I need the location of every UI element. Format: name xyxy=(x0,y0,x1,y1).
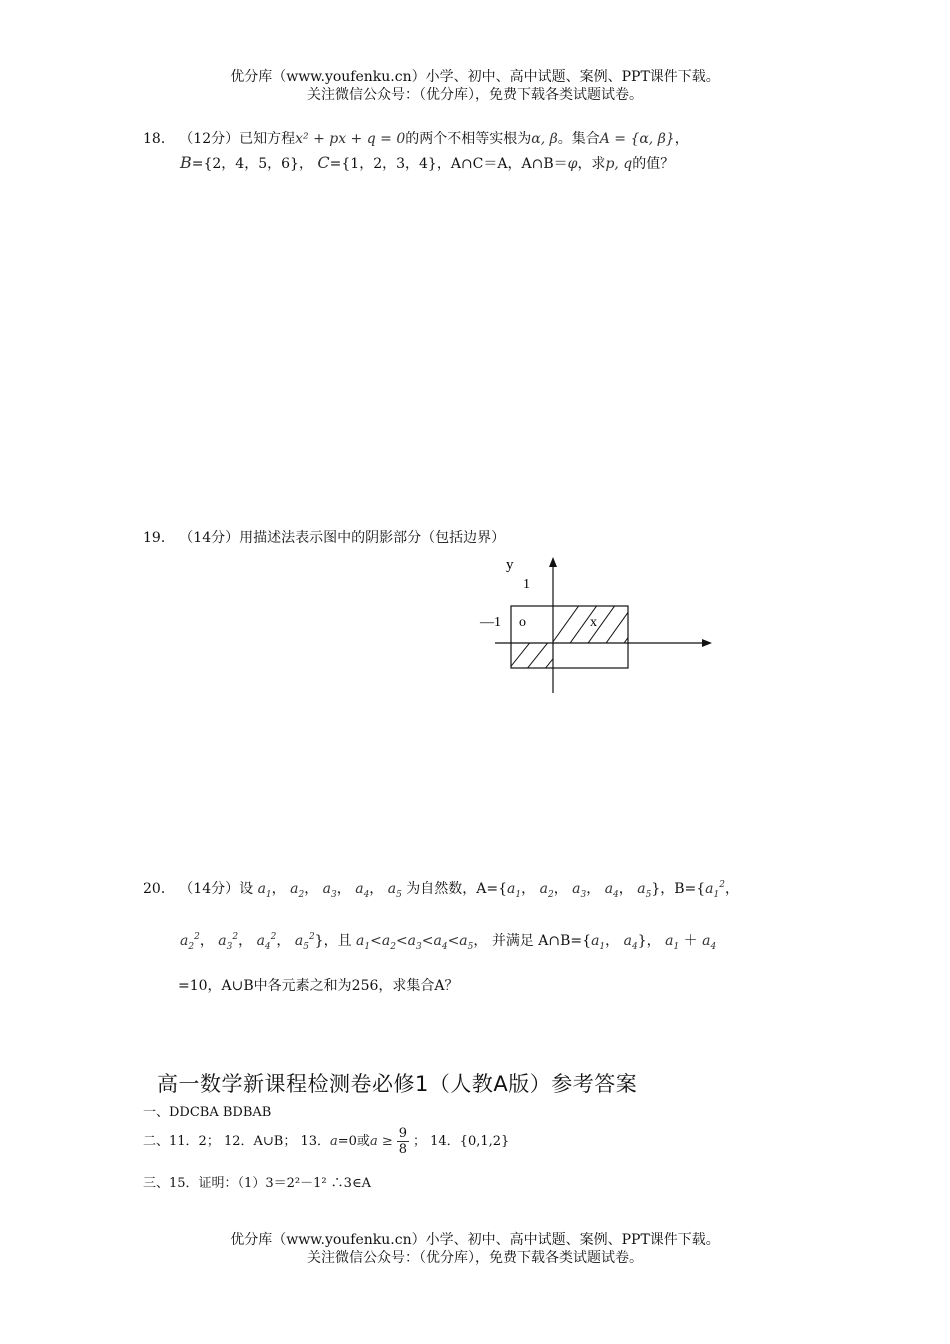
q20-text-b: 为自然数，A={ xyxy=(406,881,508,897)
header-line-2: 关注微信公众号：（优分库），免费下载各类试题试卷。 xyxy=(307,87,643,103)
q18-set-a: A = {α, β} xyxy=(599,131,675,147)
q20-text-a: 设 xyxy=(239,881,254,897)
q18-text-a: 已知方程 xyxy=(239,131,296,147)
answer-part-3: 三、15．证明：（1）3＝2²－1² ∴3∈A xyxy=(143,1176,371,1191)
q18-b-symbol: B xyxy=(180,153,192,172)
answer-part-2-var: a xyxy=(330,1134,338,1149)
y-axis-arrow xyxy=(549,557,557,567)
label-neg-one: —1 xyxy=(480,615,501,630)
answer-part-2-c: a ≥ xyxy=(369,1134,393,1149)
label-origin: o xyxy=(519,615,526,630)
q20-text-f: }， xyxy=(637,933,661,949)
label-one: 1 xyxy=(523,577,530,592)
q18-number: 18． xyxy=(143,131,175,147)
answer-part-2 xyxy=(143,1126,509,1157)
hatch-upper-right xyxy=(540,590,662,660)
footer-line-2: 关注微信公众号：（优分库），免费下载各类试题试卷。 xyxy=(307,1250,643,1266)
x-axis-arrow xyxy=(702,639,712,647)
fraction-nine-eighths: $\frac{9}{8}$ xyxy=(398,1126,407,1157)
q19-text: 用描述法表示图中的阴影部分（包括边界） xyxy=(239,530,506,546)
q18-c-set: ={1，2，3，4}，A∩C＝A，A∩B＝ xyxy=(329,156,568,172)
question-20-line-1: 20． （14分）设 $a_1$， $a_2$， $a_3$， $a_4$， $a_5$ 为自然数，$A=\{a_1$， $a_2$， $a_3$， $a_4$， $a_5$}，$B=\{a_1^2$， xyxy=(143,880,739,900)
answer-part-1: 一、DDCBA BDBAB xyxy=(143,1105,272,1120)
answer-part-2-a: 二、11．2； 12．A∪B； 13． xyxy=(143,1134,330,1149)
q19-number: 19． xyxy=(143,530,175,546)
question-20-line-3: =10，A∪B中各元素之和为256，求集合A？ xyxy=(178,978,459,994)
q18-text-b: 的两个不相等实根为 xyxy=(405,131,532,147)
label-y: y xyxy=(506,557,514,573)
q18-phi: φ xyxy=(567,156,578,172)
question-18-line-1: 18． （12分）已知方程x² + px + q = 0的两个不相等实根为α, β。集合A = {α, β}， xyxy=(143,131,689,147)
q20-score: （14分） xyxy=(179,881,240,897)
label-x: x xyxy=(590,615,597,630)
answer-title: 高一数学新课程检测卷必修1（人教A版）参考答案 xyxy=(157,1072,638,1096)
footer-line-1: 优分库（www.youfenku.cn）小学、初中、高中试题、案例、PPT课件下载。 xyxy=(230,1232,720,1248)
q19-score: （14分） xyxy=(179,530,240,546)
q18-pq: p, q xyxy=(605,156,633,172)
header-line-1: 优分库（www.youfenku.cn）小学、初中、高中试题、案例、PPT课件下载。 xyxy=(230,69,720,85)
q18-end: ，求 xyxy=(577,156,606,172)
q20-text-e: 并满足 A∩B={ xyxy=(491,933,592,949)
answer-part-2-d: ； 14．{0,1,2} xyxy=(413,1134,510,1149)
q18-equation: x² + px + q = 0 xyxy=(295,131,406,147)
q20-text-d: }，且 xyxy=(314,933,352,949)
q18-text-c: 。集合 xyxy=(557,131,600,147)
q19-figure xyxy=(470,550,730,700)
question-20-line-2: $a_2^2$， $a_3^2$， $a_4^2$， $a_5^2$}，且 $a_1<a_2<a_3<a_4<a_5$， 并满足 $A\cap B=\{a_1$， $a_4$}， $a_1 + a_4$ xyxy=(180,932,717,952)
question-19 xyxy=(143,527,505,547)
q18-c-symbol: C xyxy=(317,153,330,172)
q18-b-set: ={2，4，5，6}， xyxy=(191,156,313,172)
q18-roots: α, β xyxy=(531,131,558,147)
q20-text-c: }，B={ xyxy=(651,881,706,897)
question-18-line-2 xyxy=(180,153,674,173)
answer-part-2-b: =0或 xyxy=(337,1134,370,1149)
q18-score: （12分） xyxy=(179,131,240,147)
q20-number: 20． xyxy=(143,881,175,897)
q18-tail: 的值？ xyxy=(632,156,675,172)
